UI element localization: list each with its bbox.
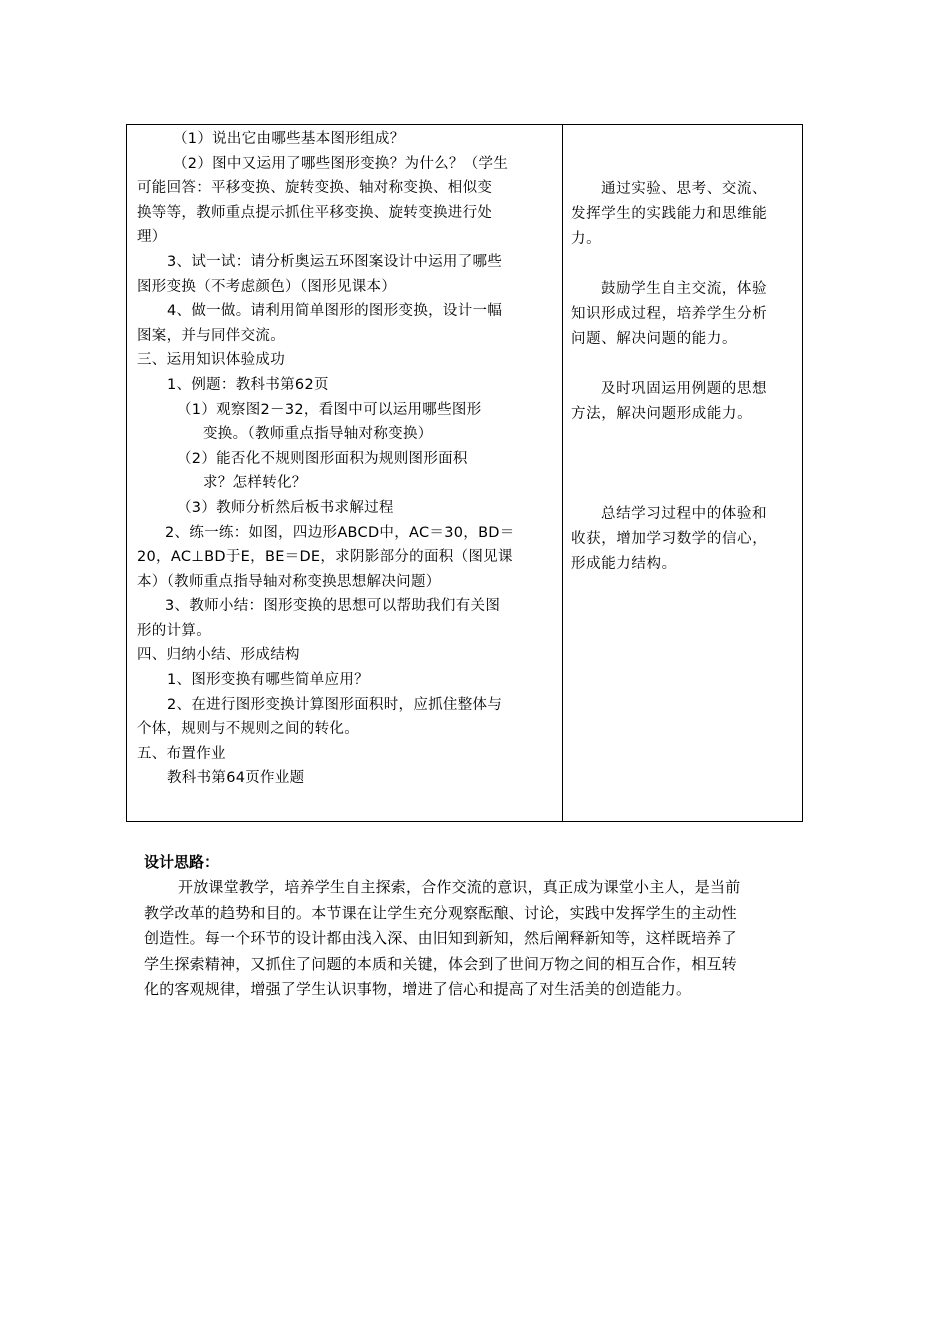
intent-line: 方法，解决问题形成能力。 (571, 406, 753, 422)
intent-line: 总结学习过程中的体验和 (601, 506, 768, 522)
intent-line: 鼓励学生自主交流，体验 (601, 281, 768, 297)
design-thinking-title: 设计思路： (144, 853, 220, 871)
process-line: 3、试一试：请分析奥运五环图案设计中运用了哪些 (167, 253, 503, 270)
intent-line: 发挥学生的实践能力和思维能 (571, 206, 768, 222)
intent-line: 收获，增加学习数学的信心， (571, 531, 768, 547)
process-line: 2、在进行图形变换计算图形面积时，应抓住整体与 (167, 696, 503, 713)
intent-line: 力。 (571, 231, 602, 247)
process-line: 图形变换（不考虑颜色）（图形见课本） (137, 278, 397, 295)
process-line: （3）教师分析然后板书求解过程 (177, 499, 394, 516)
design-thinking-body (144, 875, 809, 1003)
process-line: 3、教师小结：图形变换的思想可以帮助我们有关图 (165, 598, 501, 615)
process-line: （2）图中又运用了哪些图形变换？为什么？（学生 (173, 155, 509, 172)
process-line: 20，AC⊥BD于E，BE＝DE，求阴影部分的面积（图见课 (137, 549, 513, 566)
process-line: 4、做一做。请利用简单图形的图形变换，设计一幅 (167, 303, 503, 320)
process-line: 三、运用知识体验成功 (137, 352, 285, 369)
design-intent-column (571, 127, 801, 577)
process-line: 形的计算。 (137, 622, 211, 639)
intent-line: 及时巩固运用例题的思想 (601, 381, 768, 397)
design-line: 教学改革的趋势和目的。本节课在让学生充分观察酝酿、讨论，实践中发挥学生的主动性 (144, 903, 737, 922)
intent-line: 通过实验、思考、交流、 (601, 181, 768, 197)
process-line: 变换。（教师重点指导轴对称变换） (203, 426, 433, 443)
process-line: 换等等，教师重点提示抓住平移变换、旋转变换进行处 (137, 204, 493, 221)
process-line: （1）说出它由哪些基本图形组成？ (173, 131, 405, 147)
process-line: 图案，并与同伴交流。 (137, 327, 285, 344)
process-line: 五、布置作业 (137, 745, 226, 762)
process-line: 1、例题：教科书第62页 (167, 376, 329, 393)
column-divider (562, 125, 563, 821)
design-line: 创造性。每一个环节的设计都由浅入深、由旧知到新知，然后阐释新知等，这样既培养了 (144, 929, 737, 947)
design-line: 学生探索精神，又抓住了问题的本质和关键，体会到了世间万物之间的相互合作，相互转 (144, 954, 737, 973)
design-line: 化的客观规律，增强了学生认识事物，增进了信心和提高了对生活美的创造能力。 (144, 980, 692, 998)
design-line: 开放课堂教学，培养学生自主探索，合作交流的意识，真正成为课堂小主人，是当前 (178, 878, 741, 896)
process-line: 求？怎样转化？ (203, 475, 307, 492)
intent-line: 形成能力结构。 (571, 556, 677, 572)
lesson-table (126, 124, 803, 822)
process-line: 教科书第64页作业题 (167, 770, 305, 787)
process-line: 本）（教师重点指导轴对称变换思想解决问题） (137, 573, 441, 590)
process-line: 2、练一练：如图，四边形ABCD中，AC＝30，BD＝ (165, 524, 515, 541)
process-line: 理） (137, 229, 167, 246)
design-thinking-section (144, 849, 809, 1003)
process-line: （2）能否化不规则图形面积为规则图形面积 (177, 450, 468, 467)
intent-line: 问题、解决问题的能力。 (571, 331, 738, 347)
process-line: 四、归纳小结、形成结构 (137, 647, 300, 664)
teaching-process-column (137, 127, 557, 791)
process-line: 1、图形变换有哪些简单应用？ (167, 672, 369, 689)
process-line: （1）观察图2－32，看图中可以运用哪些图形 (177, 401, 482, 418)
process-line: 可能回答：平移变换、旋转变换、轴对称变换、相似变 (137, 180, 493, 197)
process-line: 个体，规则与不规则之间的转化。 (137, 721, 359, 738)
intent-line: 知识形成过程，培养学生分析 (571, 306, 768, 322)
